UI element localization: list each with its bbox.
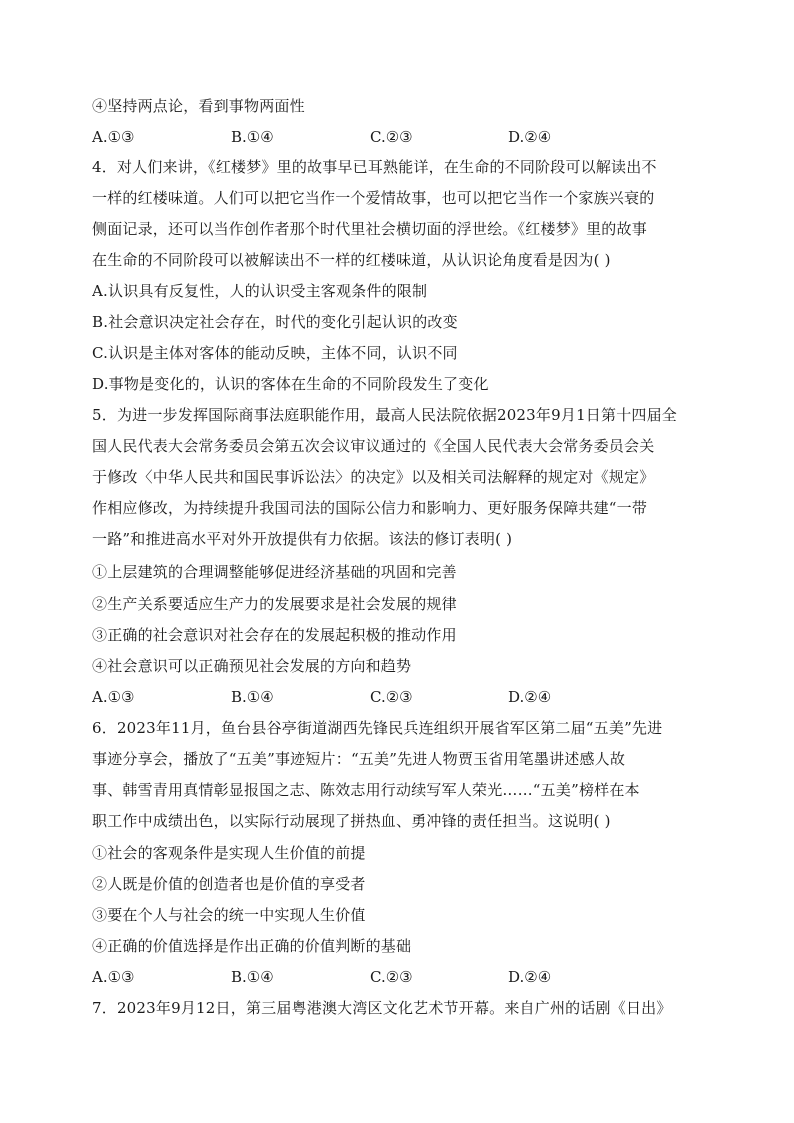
q6-stem-line-1: 6．2023年11月，鱼台县谷亭街道湖西先锋民兵连组织开展省军区第二届“五美”先进	[92, 719, 663, 737]
q4-stem-line-3: 侧面记录，还可以当作创作者那个时代里社会横切面的浮世绘。《红楼梦》里的故事	[92, 220, 647, 238]
q4-choice-d[interactable]: D.事物是变化的，认识的客体在生命的不同阶段发生了变化	[92, 375, 489, 393]
q5-choice-c[interactable]: C.②③	[370, 688, 413, 706]
q5-statement-4: ④社会意识可以正确预见社会发展的方向和趋势	[92, 657, 412, 675]
q5-stem-line-4: 作相应修改，为持续提升我国司法的国际公信力和影响力、更好服务保障共建“一带	[92, 499, 648, 517]
q4-choice-b[interactable]: B.社会意识决定社会存在，时代的变化引起认识的改变	[92, 313, 458, 331]
q5-choice-a[interactable]: A.①③	[92, 688, 135, 706]
q6-statement-3: ③要在个人与社会的统一中实现人生价值	[92, 906, 366, 924]
q4-stem-line-1: 4．对人们来讲，《红楼梦》里的故事早已耳熟能详，在生命的不同阶段可以解读出不	[92, 158, 657, 176]
q5-statement-2: ②生产关系要适应生产力的发展要求是社会发展的规律	[92, 595, 457, 613]
q5-stem-line-2: 国人民代表大会常务委员会第五次会议审议通过的《全国人民代表大会常务委员会关	[92, 437, 655, 455]
q4-stem-line-2: 一样的红楼味道。人们可以把它当作一个爱情故事，也可以把它当作一个家族兴衰的	[92, 189, 655, 207]
q6-statement-2: ②人既是价值的创造者也是价值的享受者	[92, 875, 366, 893]
q6-stem-line-3: 事、韩雪青用真情彰显报国之志、陈效志用行动续写军人荣光……“五美”榜样在本	[92, 781, 640, 799]
q4-stem-line-4: 在生命的不同阶段可以被解读出不一样的红楼味道，从认识论角度看是因为( )	[92, 251, 611, 269]
q7-stem-line-1: 7．2023年9月12日，第三届粤港澳大湾区文化艺术节开幕。来自广州的话剧《日出》	[92, 999, 672, 1017]
q5-statement-1: ①上层建筑的合理调整能够促进经济基础的巩固和完善	[92, 563, 457, 581]
q5-statement-3: ③正确的社会意识对社会存在的发展起积极的推动作用	[92, 626, 457, 644]
q6-stem-line-4: 职工作中成绩出色，以实际行动展现了拼热血、勇冲锋的责任担当。这说明( )	[92, 812, 611, 830]
q6-stem-line-2: 事迹分享会，播放了“五美”事迹短片：“五美”先进人物贾玉省用笔墨讲述感人故	[92, 750, 626, 768]
q6-statement-1: ①社会的客观条件是实现人生价值的前提	[92, 844, 366, 862]
q3-statement-4: ④坚持两点论，看到事物两面性	[92, 97, 305, 115]
q6-choices	[92, 967, 698, 987]
q4-choice-a[interactable]: A.认识具有反复性，人的认识受主客观条件的限制	[92, 282, 428, 300]
q6-choice-d[interactable]: D.②④	[508, 968, 552, 986]
q6-statement-4: ④正确的价值选择是作出正确的价值判断的基础	[92, 937, 412, 955]
q5-stem-line-5: 一路”和推进高水平对外开放提供有力依据。该法的修订表明( )	[92, 530, 513, 548]
q3-choice-a[interactable]: A.①③	[92, 128, 135, 146]
q4-choice-c[interactable]: C.认识是主体对客体的能动反映，主体不同，认识不同	[92, 344, 458, 362]
q3-choice-b[interactable]: B.①④	[231, 128, 274, 146]
q3-choice-d[interactable]: D.②④	[508, 128, 552, 146]
q5-choice-b[interactable]: B.①④	[231, 688, 274, 706]
q3-choices	[92, 127, 698, 147]
q5-choice-d[interactable]: D.②④	[508, 688, 552, 706]
q5-stem-line-3: 于修改〈中华人民共和国民事诉讼法〉的决定》以及相关司法解释的规定对《规定》	[92, 468, 655, 486]
q6-choice-a[interactable]: A.①③	[92, 968, 135, 986]
q5-stem-line-1: 5．为进一步发挥国际商事法庭职能作用，最高人民法院依据2023年9月1日第十四届全	[92, 406, 678, 424]
q6-choice-b[interactable]: B.①④	[231, 968, 274, 986]
q6-choice-c[interactable]: C.②③	[370, 968, 413, 986]
q5-choices	[92, 687, 698, 707]
q3-choice-c[interactable]: C.②③	[370, 128, 413, 146]
